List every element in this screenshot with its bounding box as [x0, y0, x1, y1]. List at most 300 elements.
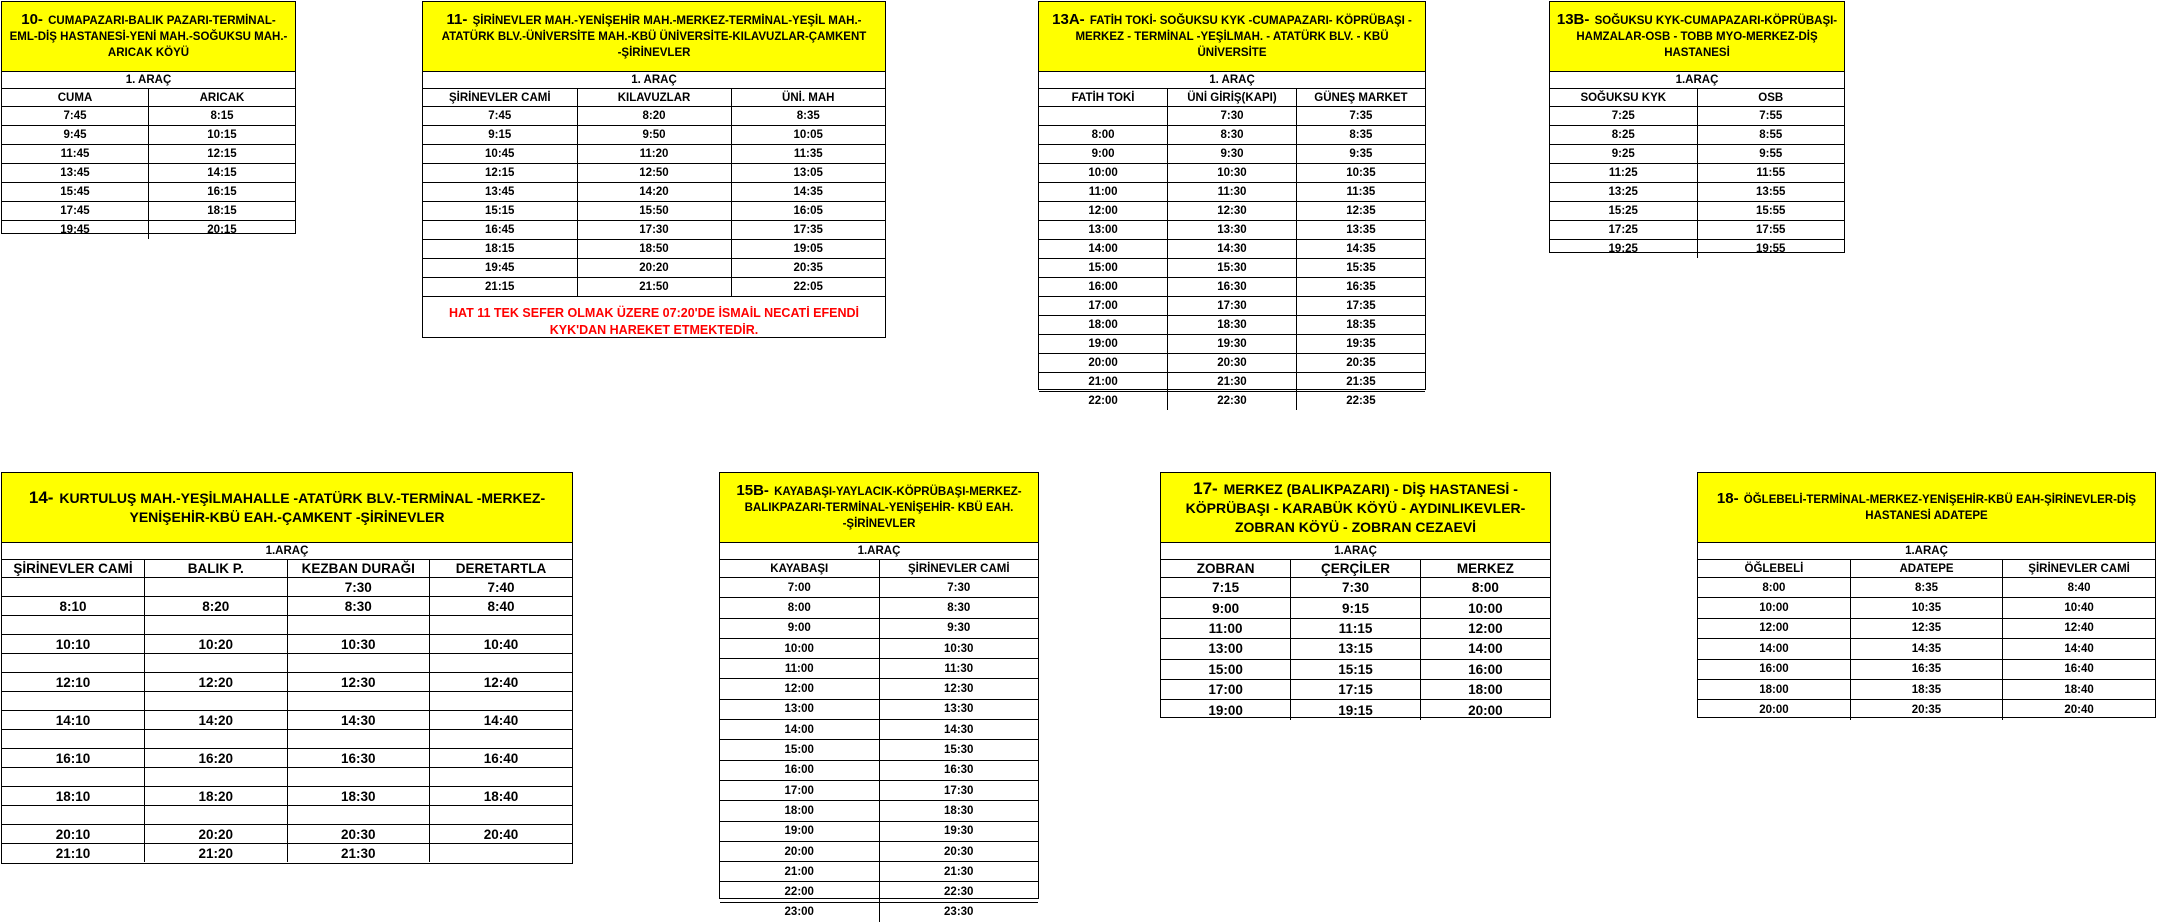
- time-cell: 12:50: [577, 164, 731, 183]
- time-cell: 19:00: [1161, 700, 1291, 720]
- table-row: [1039, 107, 1425, 126]
- table-row: [720, 862, 1038, 882]
- time-cell: 10:30: [879, 638, 1038, 658]
- table-row: [2, 126, 295, 145]
- time-cell: 18:30: [287, 787, 430, 806]
- time-cell: 11:25: [1550, 164, 1697, 183]
- table-row: [423, 183, 885, 202]
- time-cell: 18:50: [577, 240, 731, 259]
- time-cell: 19:00: [720, 821, 879, 841]
- table-row: [720, 902, 1038, 922]
- time-cell: [145, 654, 288, 673]
- time-cell: 20:10: [2, 825, 145, 844]
- time-cell: 10:00: [1420, 598, 1550, 618]
- time-cell: [287, 692, 430, 711]
- time-cell: 8:00: [1039, 126, 1168, 145]
- table-row: [1550, 202, 1844, 221]
- route-code: 11-: [446, 11, 468, 28]
- time-cell: 14:00: [1420, 639, 1550, 659]
- time-cell: 9:35: [1296, 145, 1425, 164]
- time-cell: 8:35: [1850, 578, 2002, 598]
- time-cell: [287, 730, 430, 749]
- route-stops: KURTULUŞ MAH.-YEŞİLMAHALLE -ATATÜRK BLV.-TERMİNAL -MERKEZ-YENİŞEHİR-KBÜ EAH.-ÇAMKENT -ŞİRİNEVLER: [59, 490, 546, 525]
- time-cell: 16:10: [2, 749, 145, 768]
- time-cell: 17:35: [1296, 297, 1425, 316]
- time-cell: 23:30: [879, 902, 1038, 922]
- route-stops: KAYABAŞI-YAYLACIK-KÖPRÜBAŞI-MERKEZ-BALIKPAZARI-TERMİNAL-YENİŞEHİR- KBÜ EAH. -ŞİRİNEVLER: [744, 486, 1022, 530]
- time-cell: 7:25: [1550, 107, 1697, 126]
- time-cell: 8:20: [145, 597, 288, 616]
- route-stops: SOĞUKSU KYK-CUMAPAZARI-KÖPRÜBAŞI-HAMZALAR-OSB - TOBB MYO-MERKEZ-DİŞ HASTANESİ: [1576, 15, 1838, 59]
- schedule-table: [423, 89, 885, 296]
- table-row: [423, 278, 885, 297]
- time-cell: 21:35: [1296, 373, 1425, 392]
- header-row: [2, 89, 295, 107]
- time-cell: 8:55: [1697, 126, 1844, 145]
- time-cell: [2, 578, 145, 597]
- time-cell: 13:00: [720, 699, 879, 719]
- time-cell: 15:30: [1168, 259, 1297, 278]
- time-cell: 20:15: [149, 221, 296, 240]
- time-cell: 17:45: [2, 202, 149, 221]
- time-cell: 20:35: [1850, 700, 2002, 720]
- time-cell: 8:35: [731, 107, 885, 126]
- table-row: [720, 618, 1038, 638]
- column-header: KILAVUZLAR: [577, 89, 731, 107]
- time-cell: 10:00: [1698, 598, 1850, 618]
- table-row: [1550, 164, 1844, 183]
- time-cell: 14:35: [731, 183, 885, 202]
- time-cell: 13:45: [423, 183, 577, 202]
- time-cell: 16:40: [2003, 659, 2155, 679]
- time-cell: 21:30: [879, 862, 1038, 882]
- header-row: [1161, 560, 1550, 578]
- table-row: [2, 578, 572, 597]
- table-row: [1161, 639, 1550, 659]
- route-code: 10-: [21, 11, 43, 28]
- table-row: [1039, 316, 1425, 335]
- time-cell: 7:30: [1291, 578, 1421, 598]
- time-cell: 22:00: [720, 882, 879, 902]
- time-cell: 12:15: [423, 164, 577, 183]
- time-cell: 20:40: [430, 825, 573, 844]
- route-title: [1698, 473, 2155, 543]
- route-note: HAT 11 TEK SEFER OLMAK ÜZERE 07:20'DE İSMAİL NECATİ EFENDİ KYK'DAN HAREKET ETMEKTEDİR.: [423, 296, 885, 347]
- column-header: MERKEZ: [1420, 560, 1550, 578]
- time-cell: 10:05: [731, 126, 885, 145]
- header-row: [2, 560, 572, 578]
- table-row: [1161, 578, 1550, 598]
- route-code: 18-: [1716, 490, 1739, 507]
- time-cell: 7:45: [423, 107, 577, 126]
- table-row: [2, 787, 572, 806]
- table-row: [2, 730, 572, 749]
- time-cell: [145, 692, 288, 711]
- table-row: [2, 673, 572, 692]
- time-cell: 13:55: [1697, 183, 1844, 202]
- route-block-13b: [1549, 1, 1845, 253]
- time-cell: 16:45: [423, 221, 577, 240]
- time-cell: 18:15: [149, 202, 296, 221]
- time-cell: [287, 806, 430, 825]
- column-header: ÇERÇİLER: [1291, 560, 1421, 578]
- time-cell: 11:35: [1296, 183, 1425, 202]
- table-row: [720, 882, 1038, 902]
- time-cell: 16:15: [149, 183, 296, 202]
- column-header: ÜNİ. MAH: [731, 89, 885, 107]
- time-cell: 15:50: [577, 202, 731, 221]
- route-block-15b: [719, 472, 1039, 919]
- table-row: [1550, 240, 1844, 259]
- time-cell: 17:15: [1291, 679, 1421, 699]
- time-cell: 18:00: [1039, 316, 1168, 335]
- time-cell: 13:00: [1161, 639, 1291, 659]
- time-cell: [2, 768, 145, 787]
- time-cell: 20:00: [1420, 700, 1550, 720]
- time-cell: 9:45: [2, 126, 149, 145]
- time-cell: 18:10: [2, 787, 145, 806]
- time-cell: 8:00: [1698, 578, 1850, 598]
- time-cell: [430, 616, 573, 635]
- time-cell: 19:15: [1291, 700, 1421, 720]
- table-row: [720, 699, 1038, 719]
- column-header: GÜNEŞ MARKET: [1296, 89, 1425, 107]
- time-cell: 10:00: [1039, 164, 1168, 183]
- route-block-17: [1160, 472, 1551, 718]
- time-cell: 20:00: [1039, 354, 1168, 373]
- time-cell: 16:00: [720, 760, 879, 780]
- time-cell: 8:10: [2, 597, 145, 616]
- table-row: [2, 749, 572, 768]
- time-cell: 11:00: [1039, 183, 1168, 202]
- column-header: SOĞUKSU KYK: [1550, 89, 1697, 107]
- table-row: [1039, 126, 1425, 145]
- time-cell: 20:20: [577, 259, 731, 278]
- table-row: [2, 616, 572, 635]
- time-cell: 9:00: [1161, 598, 1291, 618]
- time-cell: 9:15: [1291, 598, 1421, 618]
- route-stops: CUMAPAZARI-BALIK PAZARI-TERMİNAL-EML-DİŞ HASTANESİ-YENİ MAH.-SOĞUKSU MAH.-ARICAK KÖYÜ: [9, 15, 288, 59]
- column-header: ŞİRİNEVLER CAMİ: [2, 560, 145, 578]
- time-cell: 11:00: [720, 659, 879, 679]
- time-cell: 19:25: [1550, 240, 1697, 259]
- time-cell: 10:00: [720, 638, 879, 658]
- time-cell: 20:30: [287, 825, 430, 844]
- time-cell: 9:00: [720, 618, 879, 638]
- table-row: [720, 578, 1038, 598]
- time-cell: 7:15: [1161, 578, 1291, 598]
- route-title: [1161, 473, 1550, 543]
- column-header: ÜNİ GİRİŞ(KAPI): [1168, 89, 1297, 107]
- time-cell: 19:55: [1697, 240, 1844, 259]
- time-cell: 7:40: [430, 578, 573, 597]
- time-cell: 22:30: [1168, 392, 1297, 411]
- time-cell: 12:00: [720, 679, 879, 699]
- time-cell: 12:00: [1039, 202, 1168, 221]
- schedule-table: [2, 560, 572, 862]
- route-block-14: [1, 472, 573, 864]
- time-cell: 16:00: [1420, 659, 1550, 679]
- vehicle-label: 1. ARAÇ: [2, 72, 295, 89]
- time-cell: 18:30: [879, 801, 1038, 821]
- table-row: [1698, 618, 2155, 638]
- table-row: [1550, 145, 1844, 164]
- table-row: [1039, 335, 1425, 354]
- table-row: [1698, 639, 2155, 659]
- route-stops: MERKEZ (BALIKPAZARI) - DİŞ HASTANESİ - KÖPRÜBAŞI - KARABÜK KÖYÜ - AYDINLIKEVLER- ZOBRAN KÖYÜ - ZOBRAN CEZAEVİ: [1185, 480, 1526, 535]
- time-cell: 14:00: [720, 720, 879, 740]
- time-cell: 8:00: [720, 598, 879, 618]
- time-cell: 20:00: [720, 841, 879, 861]
- table-row: [1161, 659, 1550, 679]
- time-cell: 19:45: [423, 259, 577, 278]
- column-header: DERETARTLA: [430, 560, 573, 578]
- route-title: [1039, 2, 1425, 72]
- time-cell: 19:30: [879, 821, 1038, 841]
- time-cell: 15:00: [720, 740, 879, 760]
- time-cell: 22:05: [731, 278, 885, 297]
- time-cell: 8:20: [577, 107, 731, 126]
- time-cell: 8:30: [879, 598, 1038, 618]
- time-cell: 8:30: [1168, 126, 1297, 145]
- table-row: [1698, 659, 2155, 679]
- time-cell: 8:35: [1296, 126, 1425, 145]
- time-cell: 10:35: [1296, 164, 1425, 183]
- time-cell: 17:30: [879, 780, 1038, 800]
- vehicle-label: 1.ARAÇ: [1161, 543, 1550, 560]
- table-row: [720, 659, 1038, 679]
- route-block-18: [1697, 472, 2156, 718]
- time-cell: 13:00: [1039, 221, 1168, 240]
- table-row: [1161, 598, 1550, 618]
- time-cell: 15:30: [879, 740, 1038, 760]
- time-cell: 10:40: [430, 635, 573, 654]
- column-header: CUMA: [2, 89, 149, 107]
- time-cell: 12:00: [1420, 618, 1550, 638]
- time-cell: 10:35: [1850, 598, 2002, 618]
- time-cell: 8:40: [430, 597, 573, 616]
- vehicle-label: 1.ARAÇ: [2, 543, 572, 560]
- time-cell: 16:00: [1698, 659, 1850, 679]
- time-cell: 18:00: [1698, 679, 1850, 699]
- table-row: [1698, 679, 2155, 699]
- time-cell: 20:35: [731, 259, 885, 278]
- route-title: [423, 2, 885, 72]
- table-row: [423, 240, 885, 259]
- time-cell: 10:45: [423, 145, 577, 164]
- table-row: [1039, 221, 1425, 240]
- time-cell: 15:55: [1697, 202, 1844, 221]
- time-cell: 16:40: [430, 749, 573, 768]
- table-row: [423, 259, 885, 278]
- time-cell: [145, 578, 288, 597]
- time-cell: 18:30: [1168, 316, 1297, 335]
- time-cell: [287, 768, 430, 787]
- table-row: [720, 821, 1038, 841]
- table-row: [1039, 373, 1425, 392]
- time-cell: [430, 806, 573, 825]
- time-cell: 21:30: [287, 844, 430, 863]
- column-header: OSB: [1697, 89, 1844, 107]
- route-block-11: [422, 1, 886, 338]
- time-cell: 20:30: [1168, 354, 1297, 373]
- table-row: [2, 768, 572, 787]
- time-cell: 22:30: [879, 882, 1038, 902]
- table-row: [1039, 259, 1425, 278]
- table-row: [720, 841, 1038, 861]
- table-row: [2, 145, 295, 164]
- time-cell: 11:20: [577, 145, 731, 164]
- vehicle-label: 1.ARAÇ: [1698, 543, 2155, 560]
- time-cell: 17:00: [1039, 297, 1168, 316]
- time-cell: 18:00: [720, 801, 879, 821]
- table-row: [1698, 700, 2155, 720]
- table-row: [2, 597, 572, 616]
- time-cell: 13:25: [1550, 183, 1697, 202]
- table-row: [720, 720, 1038, 740]
- table-row: [423, 145, 885, 164]
- table-row: [1698, 578, 2155, 598]
- time-cell: 9:30: [1168, 145, 1297, 164]
- table-row: [423, 164, 885, 183]
- time-cell: 12:40: [430, 673, 573, 692]
- time-cell: 21:20: [145, 844, 288, 863]
- time-cell: 19:05: [731, 240, 885, 259]
- header-row: [1039, 89, 1425, 107]
- time-cell: 9:55: [1697, 145, 1844, 164]
- table-row: [2, 164, 295, 183]
- time-cell: 14:30: [287, 711, 430, 730]
- time-cell: 19:00: [1039, 335, 1168, 354]
- schedule-table: [1161, 560, 1550, 720]
- time-cell: 19:35: [1296, 335, 1425, 354]
- route-block-10: [1, 1, 296, 234]
- table-row: [1161, 700, 1550, 720]
- time-cell: 18:40: [430, 787, 573, 806]
- time-cell: 14:30: [1168, 240, 1297, 259]
- route-stops: ÖĞLEBELİ-TERMİNAL-MERKEZ-YENİŞEHİR-KBÜ EAH-ŞİRİNEVLER-DİŞ HASTANESİ ADATEPE: [1743, 494, 2137, 522]
- time-cell: 21:30: [1168, 373, 1297, 392]
- time-cell: 16:30: [287, 749, 430, 768]
- time-cell: 15:00: [1161, 659, 1291, 679]
- table-row: [2, 711, 572, 730]
- time-cell: 13:05: [731, 164, 885, 183]
- time-cell: 21:50: [577, 278, 731, 297]
- time-cell: 13:30: [1168, 221, 1297, 240]
- time-cell: 7:45: [2, 107, 149, 126]
- table-row: [1698, 598, 2155, 618]
- column-header: ZOBRAN: [1161, 560, 1291, 578]
- route-stops: FATİH TOKİ- SOĞUKSU KYK -CUMAPAZARI- KÖPRÜBAŞI -MERKEZ - TERMİNAL -YEŞİLMAH. - ATATÜRK BLV. - KBÜ ÜNİVERSİTE: [1075, 15, 1412, 59]
- header-row: [720, 560, 1038, 578]
- time-cell: 12:20: [145, 673, 288, 692]
- route-code: 15B-: [736, 482, 769, 499]
- table-row: [1550, 221, 1844, 240]
- time-cell: 18:20: [145, 787, 288, 806]
- time-cell: 13:30: [879, 699, 1038, 719]
- time-cell: 12:30: [1168, 202, 1297, 221]
- column-header: KEZBAN DURAĞI: [287, 560, 430, 578]
- table-row: [2, 183, 295, 202]
- time-cell: 16:35: [1296, 278, 1425, 297]
- time-cell: 16:20: [145, 749, 288, 768]
- table-row: [423, 107, 885, 126]
- time-cell: 7:30: [1168, 107, 1297, 126]
- time-cell: 21:15: [423, 278, 577, 297]
- time-cell: 7:00: [720, 578, 879, 598]
- time-cell: 18:35: [1850, 679, 2002, 699]
- time-cell: 16:30: [1168, 278, 1297, 297]
- time-cell: [2, 730, 145, 749]
- table-row: [1550, 183, 1844, 202]
- time-cell: 15:15: [423, 202, 577, 221]
- time-cell: 12:00: [1698, 618, 1850, 638]
- vehicle-label: 1. ARAÇ: [1039, 72, 1425, 89]
- time-cell: 10:15: [149, 126, 296, 145]
- route-code: 13B-: [1556, 11, 1590, 28]
- column-header: KAYABAŞI: [720, 560, 879, 578]
- header-row: [423, 89, 885, 107]
- time-cell: 13:45: [2, 164, 149, 183]
- table-row: [2, 825, 572, 844]
- table-row: [1039, 392, 1425, 411]
- time-cell: 16:05: [731, 202, 885, 221]
- time-cell: [287, 654, 430, 673]
- time-cell: 11:35: [731, 145, 885, 164]
- time-cell: 7:55: [1697, 107, 1844, 126]
- time-cell: 7:30: [879, 578, 1038, 598]
- time-cell: 9:25: [1550, 145, 1697, 164]
- time-cell: 21:00: [1039, 373, 1168, 392]
- time-cell: 14:20: [145, 711, 288, 730]
- time-cell: [430, 844, 573, 863]
- time-cell: 11:15: [1291, 618, 1421, 638]
- time-cell: 14:35: [1850, 639, 2002, 659]
- route-title: [1550, 2, 1844, 72]
- time-cell: [145, 730, 288, 749]
- time-cell: 12:40: [2003, 618, 2155, 638]
- table-row: [2, 221, 295, 240]
- table-row: [423, 221, 885, 240]
- time-cell: 16:35: [1850, 659, 2002, 679]
- time-cell: 14:20: [577, 183, 731, 202]
- table-row: [720, 679, 1038, 699]
- time-cell: 14:10: [2, 711, 145, 730]
- table-row: [1550, 107, 1844, 126]
- schedule-table: [1550, 89, 1844, 258]
- header-row: [1698, 560, 2155, 578]
- time-cell: 14:30: [879, 720, 1038, 740]
- table-row: [1039, 278, 1425, 297]
- time-cell: 14:35: [1296, 240, 1425, 259]
- route-title: [2, 2, 295, 72]
- time-cell: [2, 616, 145, 635]
- time-cell: 17:25: [1550, 221, 1697, 240]
- column-header: ŞİRİNEVLER CAMİ: [879, 560, 1038, 578]
- time-cell: 16:00: [1039, 278, 1168, 297]
- time-cell: 15:35: [1296, 259, 1425, 278]
- time-cell: 8:25: [1550, 126, 1697, 145]
- table-row: [2, 107, 295, 126]
- column-header: BALIK P.: [145, 560, 288, 578]
- schedule-table: [720, 560, 1038, 922]
- route-title: [2, 473, 572, 543]
- time-cell: [2, 806, 145, 825]
- column-header: ÖĞLEBELİ: [1698, 560, 1850, 578]
- time-cell: 14:15: [149, 164, 296, 183]
- table-row: [1039, 297, 1425, 316]
- time-cell: 15:15: [1291, 659, 1421, 679]
